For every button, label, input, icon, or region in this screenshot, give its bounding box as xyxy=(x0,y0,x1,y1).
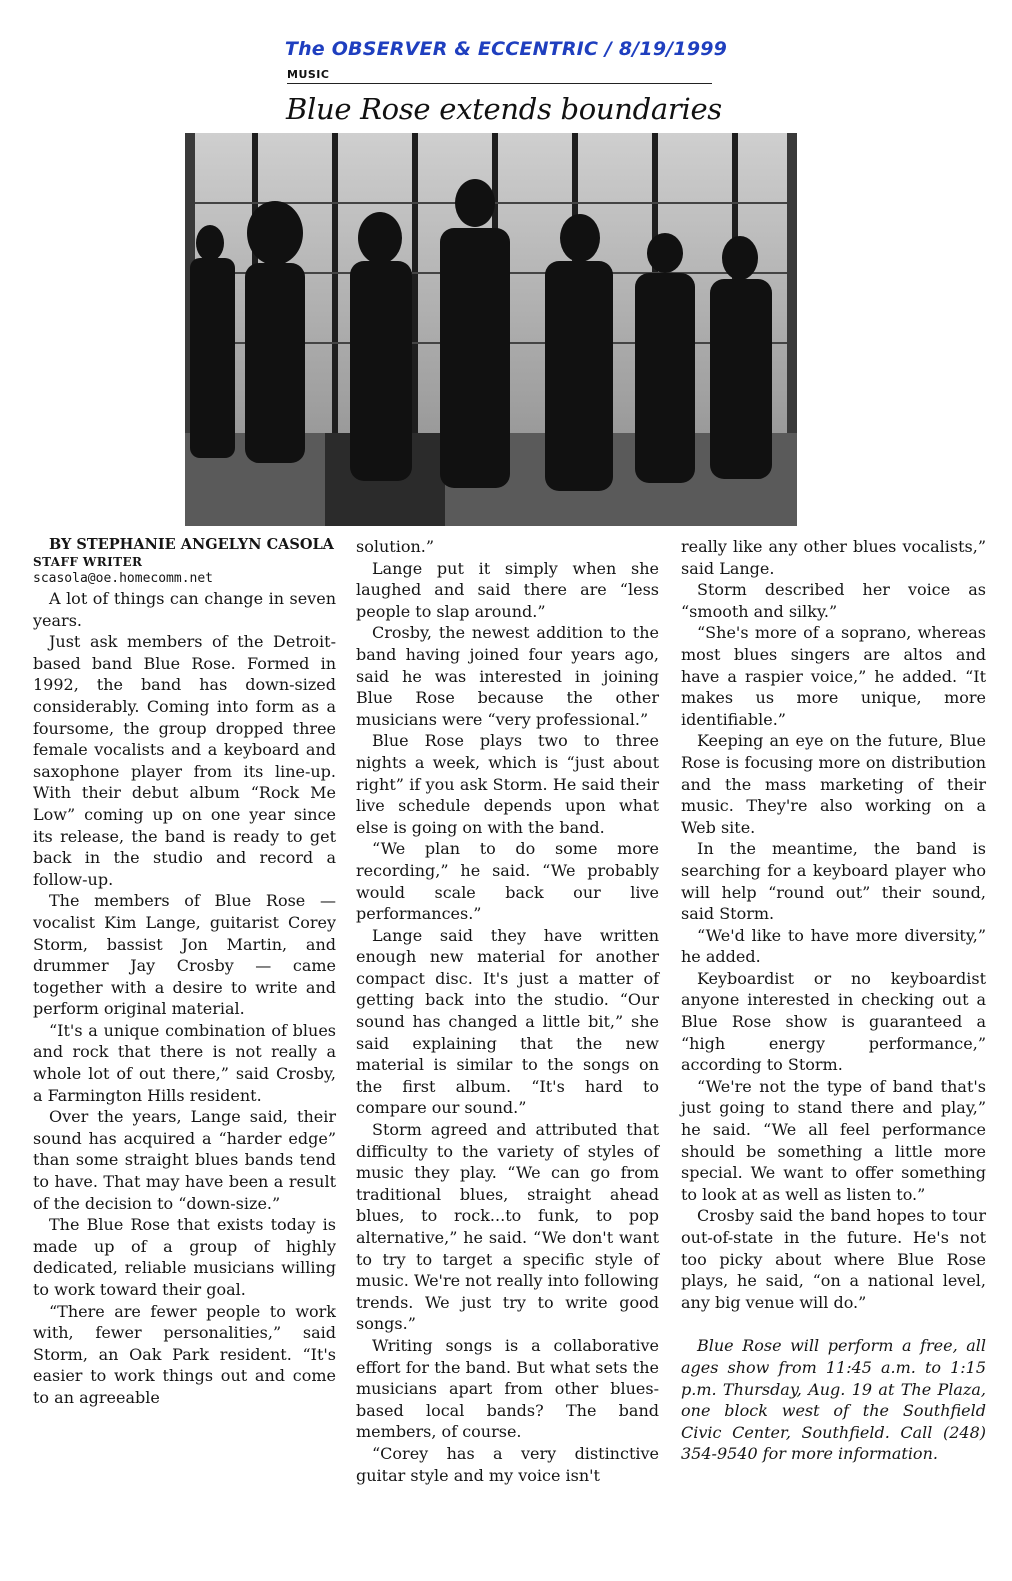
article-headline: Blue Rose extends boundaries xyxy=(286,92,722,126)
paragraph: “Corey has a very distinctive guitar style and my voice isn't xyxy=(356,1443,659,1485)
byline-email: scasola@oe.homecomm.net xyxy=(33,571,214,586)
paragraph: Lange put it simply when she laughed and said there are “less people to slap around.” xyxy=(356,558,659,621)
event-note: Blue Rose will perform a free, all ages show from 11:45 a.m. to 1:15 p.m. Thursday, Aug. 19 at The Plaza, one block west of the Southfield Civic Center, Southfield. Call (248) 354-9540 for more information. xyxy=(681,1336,986,1464)
paragraph: solution.” xyxy=(356,537,435,556)
section-label: MUSIC xyxy=(287,68,330,81)
paragraph: “We'd like to have more diversity,” he added. xyxy=(681,925,986,967)
article-column-3 xyxy=(681,536,986,1465)
paragraph: Crosby said the band hopes to tour out-of-state in the future. He's not too picky about where Blue Rose plays, he said, “on a national level, any big venue will do.” xyxy=(681,1206,986,1312)
paragraph: In the meantime, the band is searching for a keyboard player who will help “round out” their sound, said Storm. xyxy=(681,839,986,924)
byline-role: STAFF WRITER xyxy=(33,555,143,569)
paragraph: Crosby, the newest addition to the band having joined four years ago, said he was interested in joining Blue Rose because the other musicians were “very professional.” xyxy=(356,623,659,729)
band-photo-illustration xyxy=(185,133,797,526)
article-column-1 xyxy=(33,536,336,1409)
article-column-2 xyxy=(356,536,659,1486)
paragraph: Just ask members of the Detroit-based band Blue Rose. Formed in 1992, the band has down-sized considerably. Coming into form as a foursome, the group dropped three female vocalists and a keyboard and saxophone player from its line-up. With their debut album “Rock Me Low” coming up on one year since its release, the band is ready to get back in the studio and record a follow-up. xyxy=(33,632,336,889)
paragraph: really like any other blues vocalists,” said Lange. xyxy=(681,537,986,578)
paragraph: “We're not the type of band that's just going to stand there and play,” he said. “We all feel performance should be something a little more special. We want to offer something to look at as well as listen to.” xyxy=(681,1076,986,1204)
paragraph: Keeping an eye on the future, Blue Rose is focusing more on distribution and the mass marketing of their music. They're also working on a Web site. xyxy=(681,731,986,837)
paragraph: Blue Rose plays two to three nights a week, which is “just about right” if you ask Storm. He said their live schedule depends upon what else is going on with the band. xyxy=(356,731,659,837)
paragraph: “It's a unique combination of blues and rock that there is not really a whole lot of out there,” said Crosby, a Farmington Hills resident. xyxy=(33,1020,336,1105)
paragraph: “We plan to do some more recording,” he said. “We probably would scale back our live performances.” xyxy=(356,839,659,924)
byline-author: BY STEPHANIE ANGELYN CASOLA xyxy=(49,536,334,553)
newspaper-masthead: The OBSERVER & ECCENTRIC / 8/19/1999 xyxy=(284,38,728,60)
paragraph: Lange said they have written enough new material for another compact disc. It's just a matter of getting back into the studio. “Our sound has changed a little bit,” she said explaining that the new material is similar to the songs on the first album. “It's hard to compare our sound.” xyxy=(356,925,659,1118)
paragraph: The Blue Rose that exists today is made up of a group of highly dedicated, reliable musicians willing to work toward their goal. xyxy=(33,1215,336,1299)
paragraph: “She's more of a soprano, whereas most blues singers are altos and have a raspier voice,” he added. “It makes us more unique, more identifiable.” xyxy=(681,623,986,729)
band-photo xyxy=(185,133,797,526)
paragraph: Writing songs is a collaborative effort for the band. But what sets the musicians apart from other blues-based local bands? The band members, of course. xyxy=(356,1335,659,1442)
paragraph: Keyboardist or no keyboardist anyone interested in checking out a Blue Rose show is guaranteed a “high energy performance,” according to Storm. xyxy=(681,968,986,1075)
paragraph: The members of Blue Rose — vocalist Kim Lange, guitarist Corey Storm, bassist Jon Martin, and drummer Jay Crosby — came together with a desire to write and perform original material. xyxy=(33,891,336,1019)
paragraph: “There are fewer people to work with, fewer personalities,” said Storm, an Oak Park resident. “It's easier to work things out and come to an agreeable xyxy=(33,1301,336,1407)
section-divider xyxy=(287,83,712,84)
paragraph: Storm described her voice as “smooth and silky.” xyxy=(681,580,986,621)
paragraph: Over the years, Lange said, their sound has acquired a “harder edge” than some straight blues bands tend to have. That may have been a result of the decision to “down-size.” xyxy=(33,1107,336,1213)
paragraph: Storm agreed and attributed that difficulty to the variety of styles of music they play. “We can go from traditional blues, straight ahead blues, to rock...to funk, to pop alternative,” he said. “We don't want to try to target a specific style of music. We're not really into following trends. We just try to write good songs.” xyxy=(356,1120,659,1334)
paragraph: A lot of things can change in seven years. xyxy=(33,589,336,630)
